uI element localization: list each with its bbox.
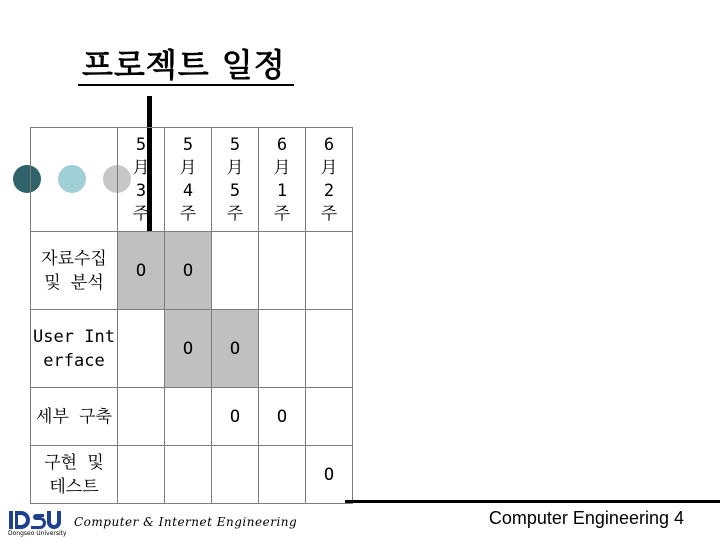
column-header: 5月5주 xyxy=(212,128,259,232)
schedule-cell xyxy=(118,446,165,504)
schedule-cell: O xyxy=(165,232,212,310)
row-label: User Interface xyxy=(31,310,118,388)
header-row xyxy=(31,128,353,232)
schedule-cell: O xyxy=(212,388,259,446)
column-header: 6月1주 xyxy=(259,128,306,232)
column-header: 6月2주 xyxy=(306,128,353,232)
schedule-cell xyxy=(212,232,259,310)
column-header: 5月4주 xyxy=(165,128,212,232)
row-label: 구현 및 테스트 xyxy=(31,446,118,504)
column-header: 5月3주 xyxy=(118,128,165,232)
table-row xyxy=(31,446,353,504)
schedule-cell xyxy=(306,388,353,446)
schedule-cell xyxy=(118,388,165,446)
dsu-logo-icon xyxy=(8,509,64,531)
table-row xyxy=(31,310,353,388)
schedule-cell: O xyxy=(212,310,259,388)
slide-title: 프로젝트 일정 xyxy=(82,46,286,84)
schedule-cell xyxy=(306,232,353,310)
schedule-table xyxy=(30,127,353,504)
row-label: 자료수집 및 분석 xyxy=(31,232,118,310)
schedule-cell xyxy=(306,310,353,388)
schedule-cell xyxy=(118,310,165,388)
footer-label: Computer Engineering 4 xyxy=(488,508,684,528)
logo-subtext: Dongseo University xyxy=(8,530,67,537)
footer-rule xyxy=(345,500,720,503)
schedule-cell: O xyxy=(259,388,306,446)
schedule-cell xyxy=(259,446,306,504)
title-underline xyxy=(78,84,294,86)
schedule-cell xyxy=(165,388,212,446)
schedule-cell xyxy=(165,446,212,504)
schedule-cell xyxy=(212,446,259,504)
schedule-cell xyxy=(259,232,306,310)
schedule-cell xyxy=(259,310,306,388)
row-label: 세부 구축 xyxy=(31,388,118,446)
schedule-cell: O xyxy=(165,310,212,388)
footer-tagline: Computer & Internet Engineering xyxy=(74,515,298,529)
schedule-cell: O xyxy=(118,232,165,310)
corner-cell xyxy=(31,128,118,232)
table-row xyxy=(31,232,353,310)
schedule-cell: O xyxy=(306,446,353,504)
table-row xyxy=(31,388,353,446)
